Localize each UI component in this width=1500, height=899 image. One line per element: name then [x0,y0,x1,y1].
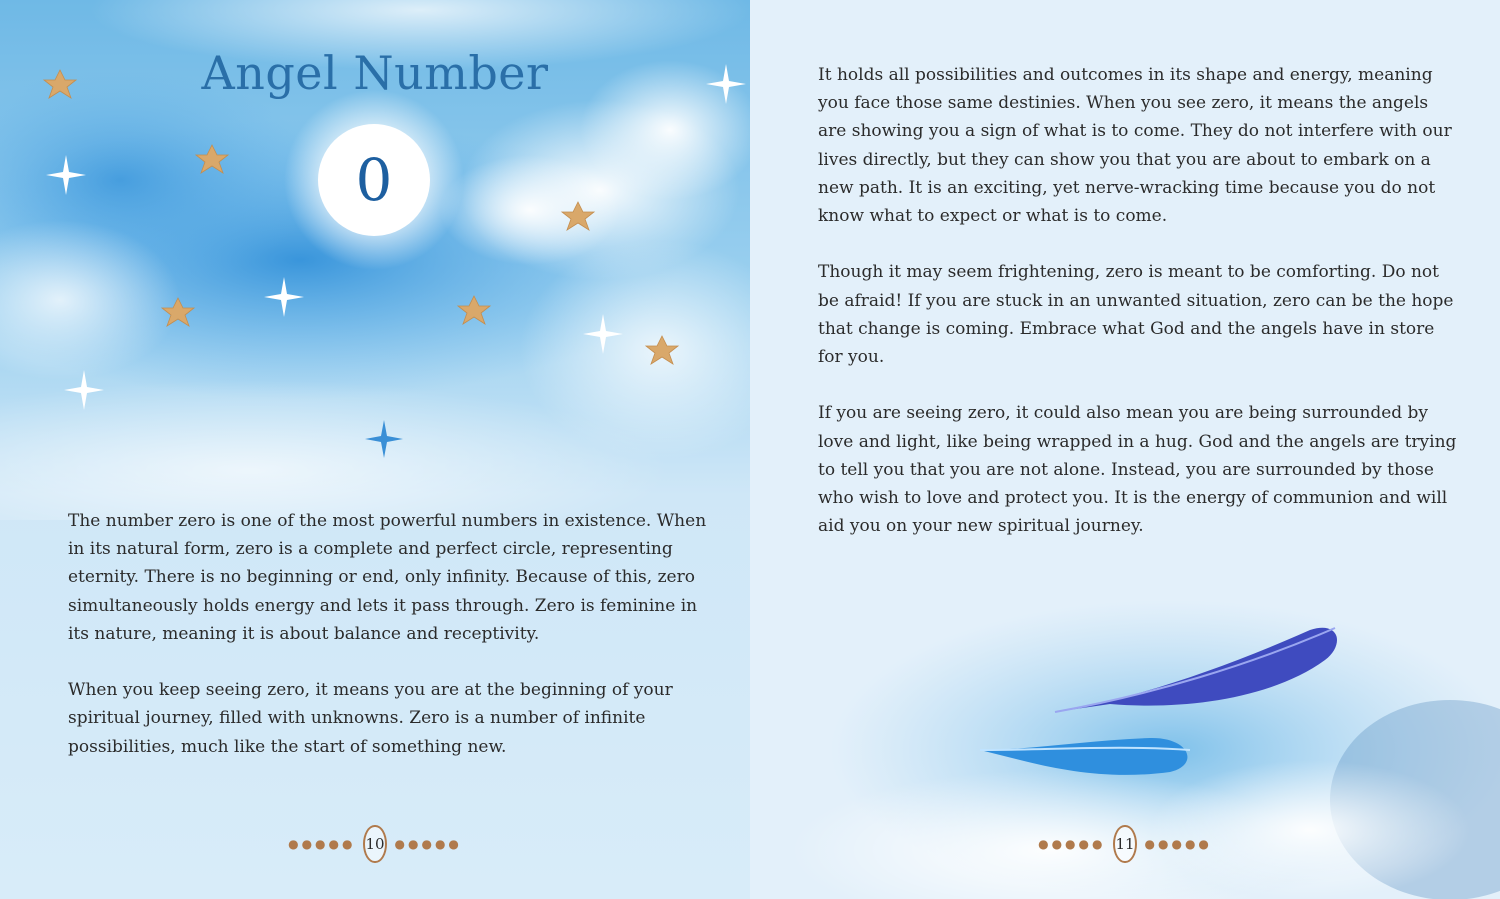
page-number-left [288,823,462,865]
page-number: 10 [363,825,386,863]
page-number: 11 [1113,825,1136,863]
page-title: Angel Number [201,46,549,100]
left-body-text [68,507,708,789]
right-body-text [818,61,1458,569]
folio-ornament: ●●●●● [1038,837,1106,851]
page-number-right [1038,823,1212,865]
folio-ornament: ●●●●● [1144,837,1212,851]
right-page [750,0,1500,899]
paragraph: The number zero is one of the most powerful numbers in existence. When in its natural form, zero is a complete and perfect circle, representing eternity. There is no beginning or end, only infinity. Because of this, zero simultaneously holds energy and lets it pass through. Zero is feminine in its nature, meaning it is about balance and receptivity. [68,511,707,644]
paragraph: It holds all possibilities and outcomes in its shape and energy, meaning you face those same destinies. When you see zero, it means the angels are showing you a sign of what is to come. They do not interfere with our lives directly, but they can show you that you are about to embark on a new path. It is an exciting, yet nerve-wracking time because you do not know what to expect or what is to come. [818,65,1452,227]
paragraph: If you are seeing zero, it could also mean you are being surrounded by love and light, like being wrapped in a hug. God and the angels are trying to tell you that you are not alone. Instead, you are surrounded by those who wish to love and protect you. It is the energy of communion and will aid you on your new spiritual journey. [818,403,1457,537]
paragraph: When you keep seeing zero, it means you are at the beginning of your spiritual journey, filled with unknowns. Zero is a number of infinite possibilities, much like the start of something new. [68,680,673,757]
folio-ornament: ●●●●● [394,837,462,851]
folio-ornament: ●●●●● [288,837,356,851]
angel-number: 0 [355,146,393,214]
paragraph: Though it may seem frightening, zero is meant to be comforting. Do not be afraid! If you are stuck in an unwanted situation, zero can be the hope that change is coming. Embrace what God and the angels have in store for you. [818,262,1454,368]
